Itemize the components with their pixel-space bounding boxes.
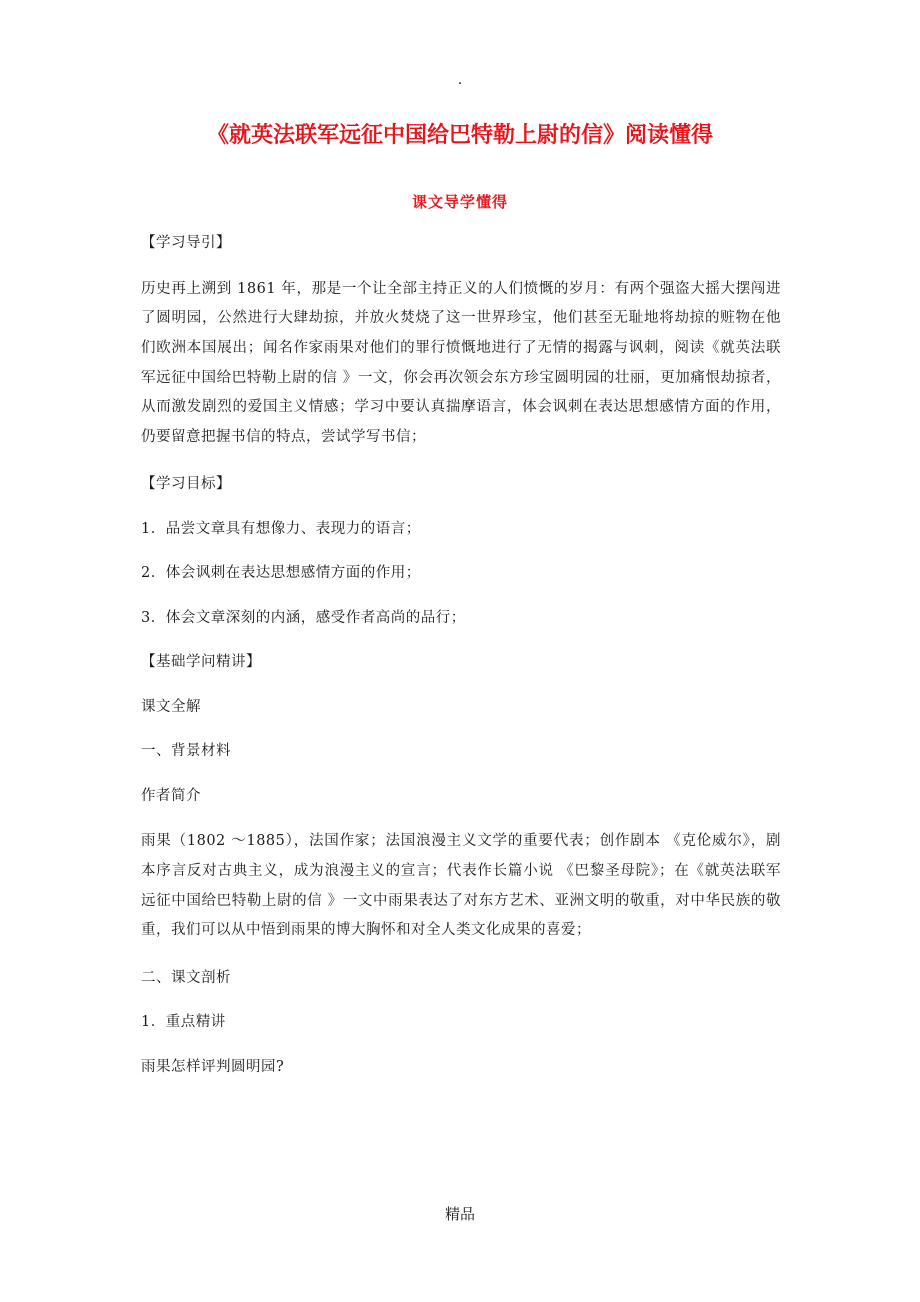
- heading-study-guide: 【学习导引】: [141, 235, 231, 251]
- document-body: [141, 230, 781, 1098]
- header-dot: .: [457, 72, 463, 88]
- goal-item-3: 3．体会文章深刻的内涵，感受作者高尚的品行；: [141, 609, 466, 626]
- page-footer: 精品: [444, 1205, 475, 1223]
- section-text-analysis: 二、课文剖析: [141, 969, 231, 986]
- document-title: 《就英法联军远征中国给巴特勒上尉的信》阅读懂得: [206, 123, 713, 148]
- heading-basic-knowledge: 【基础学问精讲】: [141, 654, 261, 671]
- goal-item-2: 2．体会讽刺在表达思想感情方面的作用；: [141, 565, 421, 582]
- label-key-points: 1．重点精讲: [141, 1014, 226, 1031]
- label-text-explanation: 课文全解: [141, 698, 201, 715]
- section-subtitle: 课文导学懂得: [411, 193, 508, 211]
- label-author-intro: 作者简介: [141, 787, 201, 804]
- goal-item-1: 1．品尝文章具有想像力、表现力的语言；: [141, 520, 421, 537]
- question-line: 雨果怎样评判圆明园?: [141, 1058, 285, 1075]
- section-background: 一、背景材料: [141, 743, 231, 760]
- paragraph-author-bio: 雨果（1802 ～1885），法国作家；法国浪漫主义文学的重要代表；创作剧本 《克伦威尔》，剧本序言反对古典主义，成为浪漫主义的宣言；代表作长篇小说 《巴黎圣母院》；在《就英法联军远征中国给巴特勒上尉的信 》一文中雨果表达了对东方艺术、亚洲文明的敬重，对中华民族的敬重，我们可以从中悟到雨果的博大胸怀和对全人类文化成果的喜爱；: [141, 833, 781, 939]
- heading-study-goals: 【学习目标】: [141, 476, 231, 493]
- paragraph-intro: 历史再上溯到 1861 年，那是一个让全部主持正义的人们愤慨的岁月：有两个强盗大摇大摆闯进了圆明园，公然进行大肆劫掠，并放火焚烧了这一世界珍宝，他们甚至无耻地将劫掠的赃物在他们欧洲本国展出；闻名作家雨果对他们的罪行愤慨地进行了无情的揭露与讽刺，阅读《就英法联军远征中国给巴特勒上尉的信 》一文，你会再次领会东方珍宝圆明园的壮丽，更加痛恨劫掠者，从而激发剧烈的爱国主义情感；学习中要认真揣摩语言，体会讽刺在表达思想感情方面的作用，仍要留意把握书信的特点，尝试学写书信；: [141, 280, 781, 446]
